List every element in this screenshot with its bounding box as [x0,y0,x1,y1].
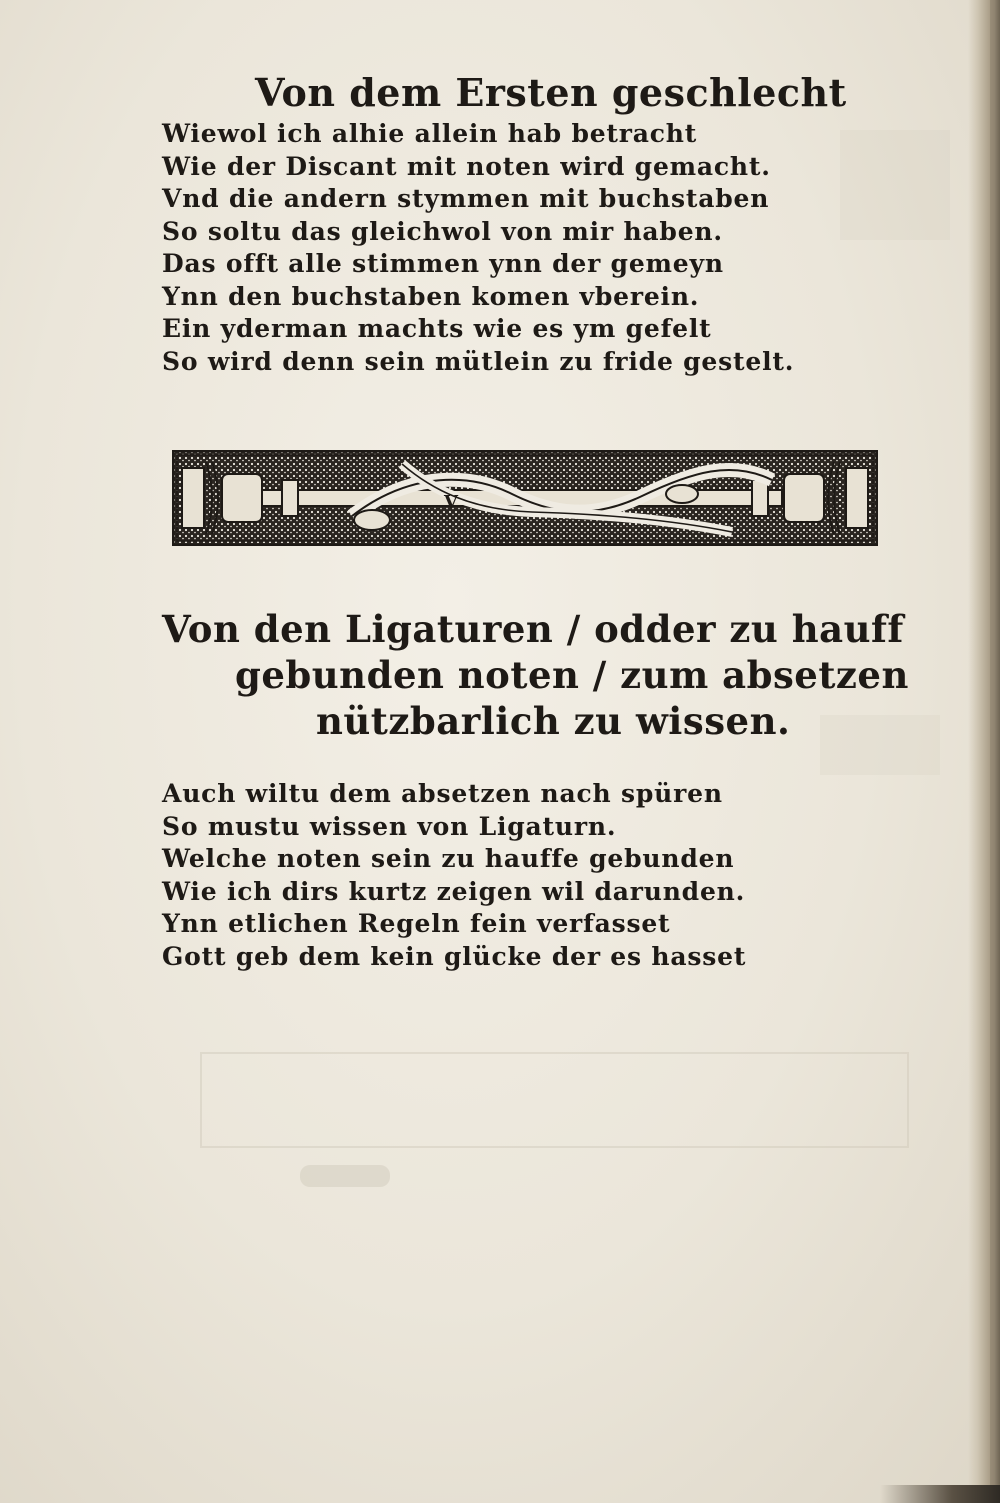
verse-line: Wiewol ich alhie allein hab betracht [162,119,698,148]
verse-line: Welche noten sein zu hauffe gebunden [162,844,735,873]
verse-line: Das offt alle stimmen ynn der gemeyn [162,249,724,278]
page-edge-line [990,0,994,1503]
section-two-title-line: nützbarlich zu wissen. [316,699,791,743]
verse-line: So soltu das gleichwol von mir haben. [162,216,723,246]
binding-corner [880,1485,1000,1503]
woodcut-scroll-ornament-icon [172,450,878,546]
verse-line: Ein yderman machts wie es ym gefelt [162,314,712,343]
verse-line: Wie der Discant mit noten wird gemacht. [162,151,771,181]
verse-line: Wie ich dirs kurtz zeigen wil darunden. [162,876,746,906]
section-two-title-line: Von den Ligaturen / odder zu hauff [162,607,904,651]
section-one-verses [162,118,794,378]
scroll-letter: V [444,492,458,513]
bleed-through-text [820,715,940,775]
section-two-title-line: gebunden noten / zum absetzen [235,653,909,697]
verse-line: So wird denn sein mütlein zu fride gestelt. [162,346,795,376]
page-edge-shadow [968,0,1000,1503]
bleed-through-text [840,130,950,240]
verse-line: Gott geb dem kein glücke der es hasset [162,941,747,971]
section-one-title: Von dem Ersten geschlecht [255,70,847,115]
verse-line: Ynn den buchstaben komen vberein. [162,281,700,311]
verse-line: So mustu wissen von Ligaturn. [162,811,617,841]
verse-line: Vnd die andern stymmen mit buchstaben [162,184,770,213]
bleed-through-mark [300,1165,390,1187]
verse-line: Auch wiltu dem absetzen nach spüren [162,779,723,808]
section-two-verses [162,778,746,973]
verse-line: Ynn etlichen Regeln fein verfasset [162,909,671,938]
bleed-through-box [200,1052,909,1148]
